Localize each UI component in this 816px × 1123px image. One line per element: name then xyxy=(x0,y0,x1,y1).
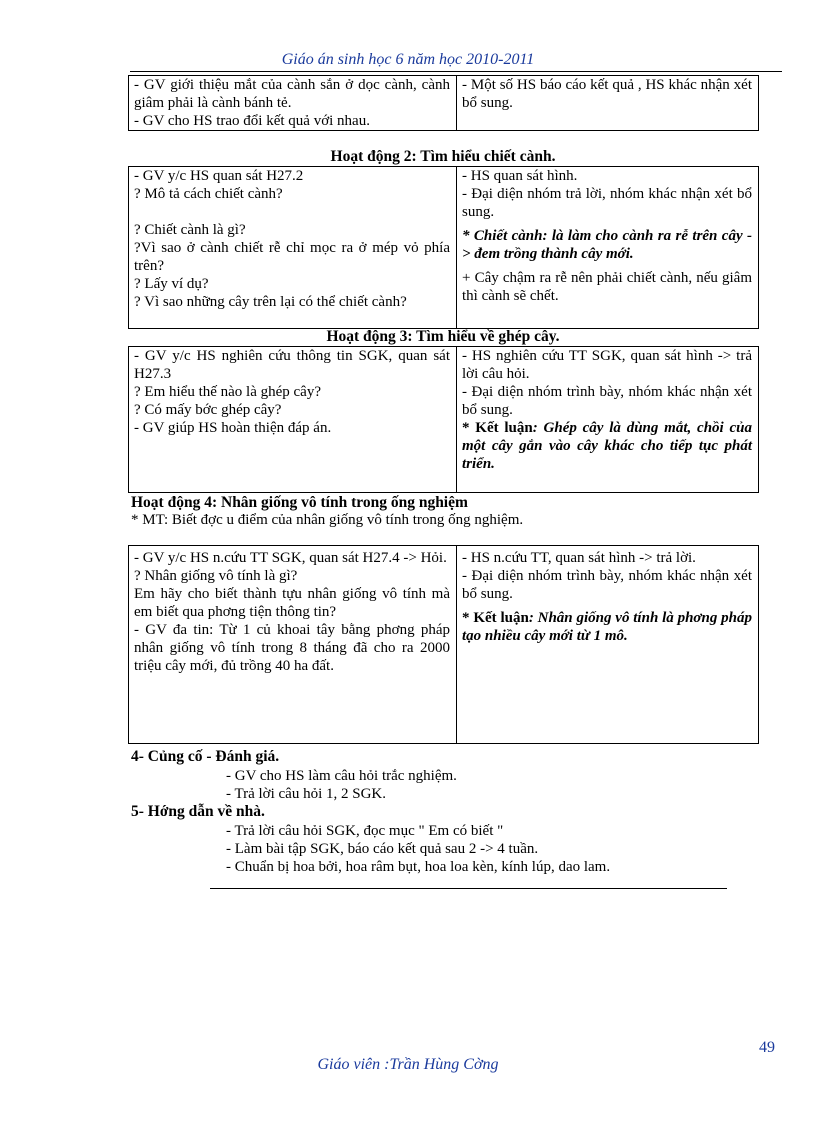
hd3-right-line: - HS nghiên cứu TT SGK, quan sát hình -> trả lời câu hỏi. xyxy=(462,348,752,382)
table1-left-line: - GV giới thiệu mắt của cành sắn ở dọc cành, cành giâm phải là cành bánh tẻ. xyxy=(134,77,450,111)
hd2-left-line: - GV y/c HS quan sát H27.2 xyxy=(134,168,304,184)
hd3-left-line: ? Có mấy bớc ghép cây? xyxy=(134,402,282,418)
hd4-title: Hoạt động 4: Nhân giống vô tính trong ống nghiệm xyxy=(131,494,468,511)
hd2-right-line: - HS quan sát hình. xyxy=(462,168,578,184)
hd3-left-cell xyxy=(129,347,457,493)
hd4-left-line: Em hãy cho biết thành tựu nhân giống vô tính mà em biết qua phơng tiện thông tin? xyxy=(134,586,450,620)
hd4-right-line: - Đại diện nhóm trình bày, nhóm khác nhận xét bổ sung. xyxy=(462,568,752,602)
huongdan-item: - Làm bài tập SGK, báo cáo kết quả sau 2 -> 4 tuần. xyxy=(226,841,539,857)
hd4-conclusion xyxy=(462,609,752,645)
table1-right-cell xyxy=(457,76,759,131)
hd3-left-line: ? Em hiểu thế nào là ghép cây? xyxy=(134,384,322,400)
hd2-conclusion: * Chiết cành: là làm cho cành ra rễ trên cây -> đem trồng thành cây mới. xyxy=(462,228,752,262)
table-hd3 xyxy=(128,346,759,493)
hd4-right-line: - HS n.cứu TT, quan sát hình -> trả lời. xyxy=(462,550,696,566)
page-footer: Giáo viên :Trần Hùng Cờng xyxy=(317,1056,499,1073)
hd3-right-line: - Đại diện nhóm trình bày, nhóm khác nhận xét bổ sung. xyxy=(462,384,752,418)
huongdan-title: 5- Hớng dẫn về nhà. xyxy=(131,803,265,820)
table1-left-cell xyxy=(129,76,457,131)
huongdan-list xyxy=(226,822,610,876)
hd3-right-cell xyxy=(457,347,759,493)
hd4-left-line: - GV y/c HS n.cứu TT SGK, quan sát H27.4 -> Hỏi. xyxy=(134,550,447,566)
header-rule xyxy=(130,71,782,72)
hd2-left-line: ? Vì sao những cây trên lại có thể chiết cành? xyxy=(134,294,407,310)
hd4-conclusion-text: : Nhân giống vô tính là phơng pháp tạo nhiều cây mới từ 1 mô. xyxy=(462,610,752,644)
hd3-conclusion-label: * Kết luận xyxy=(462,420,533,436)
hd2-right-cell xyxy=(457,167,759,329)
cungco-item: - Trả lời câu hỏi 1, 2 SGK. xyxy=(226,786,387,802)
table-hd4 xyxy=(128,545,759,744)
cungco-list xyxy=(226,767,457,803)
hd4-left-line: - GV đa tin: Từ 1 củ khoai tây bằng phơng pháp nhân giống vô tính trong 8 tháng đã cho ra 2000 triệu cây mới, đủ trồng 40 ha đất. xyxy=(134,622,450,674)
hd2-left-cell xyxy=(129,167,457,329)
hd4-left-line: ? Nhân giống vô tính là gì? xyxy=(134,568,298,584)
hd2-left-line: ? Lấy ví dụ? xyxy=(134,276,209,292)
huongdan-item: - Chuẩn bị hoa bởi, hoa râm bụt, hoa loa kèn, kính lúp, dao lam. xyxy=(226,859,611,875)
hd2-left-line: ? Mô tả cách chiết cành? xyxy=(134,186,283,202)
hd3-title: Hoạt động 3: Tìm hiểu về ghép cây. xyxy=(326,328,560,345)
hd2-right-line: + Cây chậm ra rễ nên phải chiết cành, nếu giâm thì cành sẽ chết. xyxy=(462,270,752,304)
end-rule xyxy=(210,888,727,889)
page-number: 49 xyxy=(759,1039,775,1056)
hd3-left-line: - GV y/c HS nghiên cứu thông tin SGK, quan sát H27.3 xyxy=(134,348,450,382)
hd2-left-blank xyxy=(134,203,450,221)
page-header: Giáo án sinh học 6 năm học 2010-2011 xyxy=(281,51,535,68)
hd2-right-line: - Đại diện nhóm trả lời, nhóm khác nhận xét bổ sung. xyxy=(462,186,752,220)
table-continued xyxy=(128,75,759,131)
hd2-left-line: ?Vì sao ở cành chiết rễ chỉ mọc ra ở mép vỏ phía trên? xyxy=(134,240,450,274)
hd4-left-cell xyxy=(129,546,457,744)
table1-right-line: - Một số HS báo cáo kết quả , HS khác nhận xét bổ sung. xyxy=(462,77,752,111)
table-hd2 xyxy=(128,166,759,329)
hd3-left-line: - GV giúp HS hoàn thiện đáp án. xyxy=(134,420,332,436)
hd3-conclusion-text: : Ghép cây là dùng mắt, chồi của một cây gắn vào cây khác cho tiếp tục phát triển. xyxy=(462,420,752,472)
hd4-conclusion-label: * Kết luận xyxy=(462,610,529,626)
cungco-title: 4- Củng cố - Đánh giá. xyxy=(131,748,280,765)
huongdan-item: - Trả lời câu hỏi SGK, đọc mục " Em có biết " xyxy=(226,823,504,839)
hd2-left-line: ? Chiết cành là gì? xyxy=(134,222,246,238)
cungco-item: - GV cho HS làm câu hỏi trắc nghiệm. xyxy=(226,768,457,784)
hd2-title: Hoạt động 2: Tìm hiểu chiết cành. xyxy=(330,148,556,165)
hd4-objective: * MT: Biết đợc u điểm của nhân giống vô tính trong ống nghiệm. xyxy=(131,512,524,528)
hd4-right-cell xyxy=(457,546,759,744)
hd3-conclusion xyxy=(462,419,752,473)
table1-left-line: - GV cho HS trao đổi kết quả với nhau. xyxy=(134,113,370,129)
